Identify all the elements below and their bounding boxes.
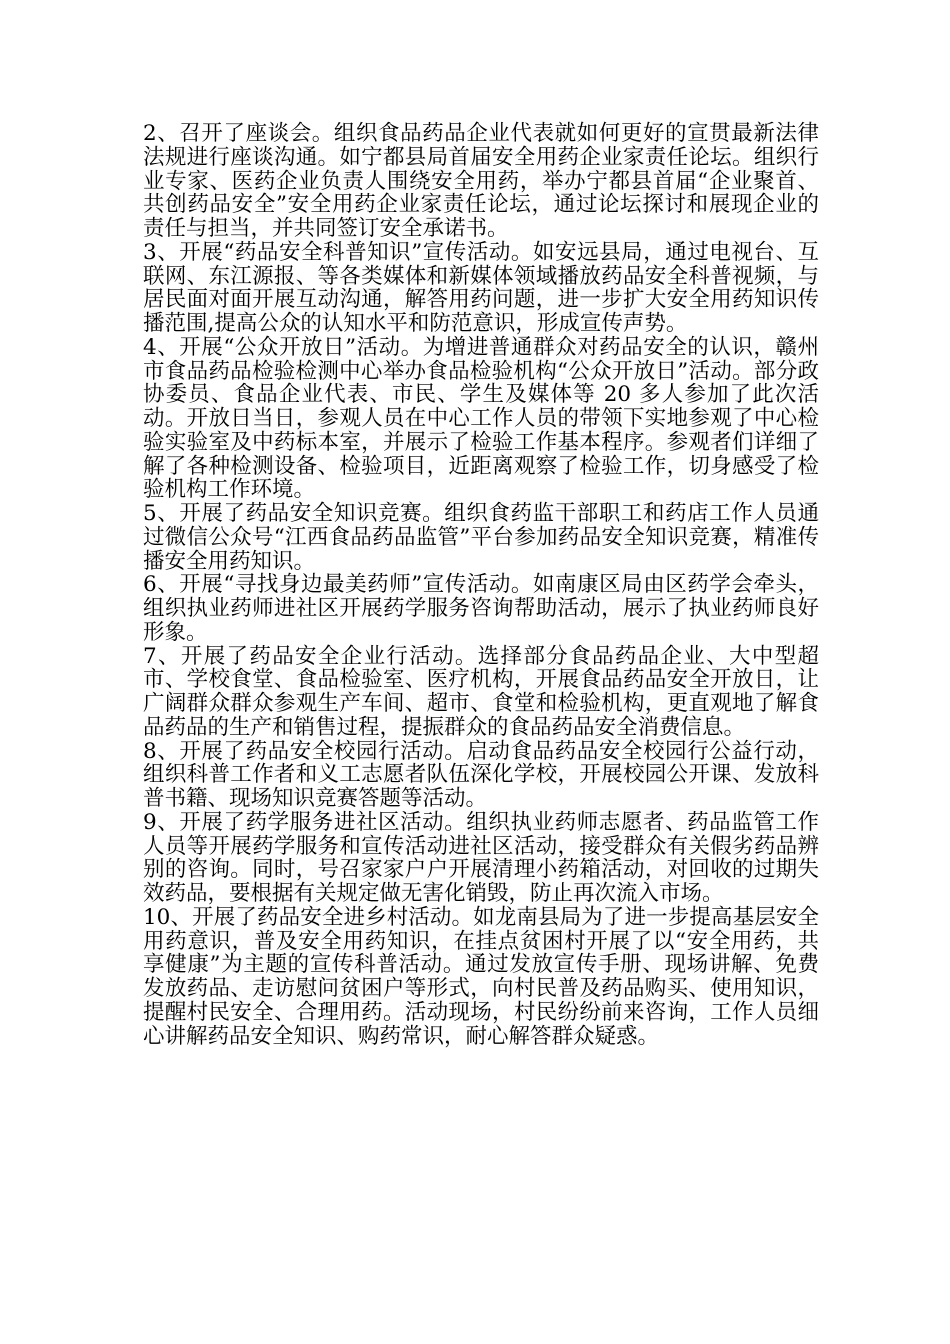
paragraph-item-4-open-day: 4、开展“公众开放日”活动。为增进普通群众对药品安全的认识，赣州市食品药品检验检测中心举办食品检验机构“公众开放日”活动。部分政协委员、食品企业代表、市民、学生及媒体等 20 多人参加了此次活动。开放日当日，参观人员在中心工作人员的带领下实地参观了中心检验实验室及中药标本室，并展示了检验工作基本程序。参观者们详细了解了各种检测设备、检验项目，近距离观察了检验工作，切身感受了检验机构工作环境。 bbox=[143, 334, 819, 503]
paragraph-item-7-enterprise: 7、开展了药品安全企业行活动。选择部分食品药品企业、大中型超市、学校食堂、食品检验室、医疗机构，开展食品药品安全开放日，让广阔群众群众参观生产车间、超市、食堂和检验机构，更直观地了解食品药品的生产和销售过程，提振群众的食品药品安全消费信息。 bbox=[143, 643, 819, 740]
paragraph-item-2-symposium: 2、召开了座谈会。组织食品药品企业代表就如何更好的宣贯最新法律法规进行座谈沟通。如宁都县局首届安全用药企业家责任论坛。组织行业专家、医药企业负责人围绕安全用药，举办宁都县首届“企业聚首、共创药品安全”安全用药企业家责任论坛，通过论坛探讨和展现企业的责任与担当，并共同签订安全承诺书。 bbox=[143, 121, 819, 241]
document-body bbox=[143, 122, 819, 1048]
paragraph-item-6-pharmacist: 6、开展“寻找身边最美药师”宣传活动。如南康区局由区药学会牵头，组织执业药师进社区开展药学服务咨询帮助活动，展示了执业药师良好形象。 bbox=[143, 572, 819, 645]
paragraph-item-9-community: 9、开展了药学服务进社区活动。组织执业药师志愿者、药品监管工作人员等开展药学服务和宣传活动进社区活动，接受群众有关假劣药品辨别的咨询。同时，号召家家户户开展清理小药箱活动，对回收的过期失效药品，要根据有关规定做无害化销毁，防止再次流入市场。 bbox=[143, 809, 819, 906]
paragraph-item-10-village: 10、开展了药品安全进乡村活动。如龙南县局为了进一步提高基层安全用药意识，普及安全用药知识，在挂点贫困村开展了以“安全用药，共享健康”为主题的宣传科普活动。通过发放宣传手册、现场讲解、免费发放药品、走访慰问贫困户等形式，向村民普及药品购买、使用知识，提醒村民安全、合理用药。活动现场，村民纷纷前来咨询，工作人员细心讲解药品安全知识、购药常识，耐心解答群众疑惑。 bbox=[143, 904, 819, 1049]
paragraph-item-5-knowledge-contest: 5、开展了药品安全知识竞赛。组织食药监干部职工和药店工作人员通过微信公众号“江西食品药品监管”平台参加药品安全知识竞赛，精准传播安全用药知识。 bbox=[143, 501, 819, 574]
paragraph-item-3-science-publicity: 3、开展“药品安全科普知识”宣传活动。如安远县局，通过电视台、互联网、东江源报、等各类媒体和新媒体领域播放药品安全科普视频，与居民面对面开展互动沟通，解答用药问题，进一步扩大安全用药知识传播范围,提高公众的认知水平和防范意识，形成宣传声势。 bbox=[143, 239, 819, 336]
paragraph-item-8-campus: 8、开展了药品安全校园行活动。启动食品药品安全校园行公益行动，组织科普工作者和义工志愿者队伍深化学校，开展校园公开课、发放科普书籍、现场知识竞赛答题等活动。 bbox=[143, 738, 819, 811]
